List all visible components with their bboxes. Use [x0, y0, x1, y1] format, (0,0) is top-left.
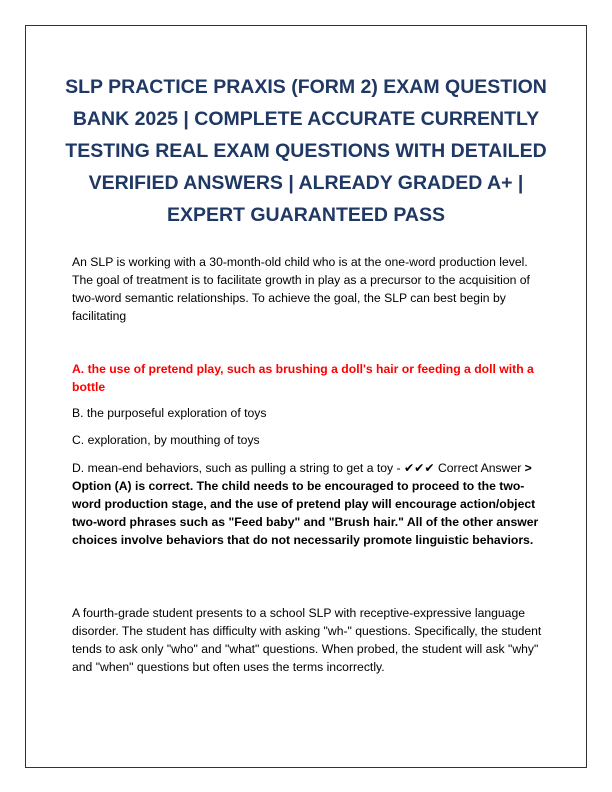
question-1-option-c: C. exploration, by mouthing of toys	[72, 433, 260, 447]
question-1-stem: An SLP is working with a 30-month-old child who is at the one-word production level. The goal of treatment is to facilitate growth in play as a precursor to the acquisition of two-word semantic relationships. To achieve the goal, the SLP can best begin by facilitating	[72, 255, 530, 323]
document-title: SLP PRACTICE PRAXIS (FORM 2) EXAM QUESTION BANK 2025 | COMPLETE ACCURATE CURRENTLY TESTING REAL EXAM QUESTIONS WITH DETAILED VERIFIED ANSWERS | ALREADY GRADED A+ | EXPERT GUARANTEED PASS	[65, 76, 547, 226]
question-1-option-d-with-answer	[72, 459, 544, 549]
question-1-option-b: B. the purposeful exploration of toys	[72, 406, 267, 420]
question-2-stem: A fourth-grade student presents to a school SLP with receptive-expressive language disorder. The student has difficulty with asking "wh-" questions. Specifically, the student tends to ask only "who" and "what" questions. When probed, the student will ask "why" and "when" questions but often uses the terms incorrectly.	[72, 606, 542, 674]
question-1-option-a-correct: A. the use of pretend play, such as brushing a doll's hair or feeding a doll with a bottle	[72, 362, 534, 394]
question-1-explanation: > Option (A) is correct. The child needs to be encouraged to proceed to the two-word production stage, and the use of pretend play will encourage action/object two-word phrases such as "Feed baby" and "Brush hair." All of the other answer choices involve behaviors that do not necessarily promote linguistic behaviors.	[72, 461, 539, 547]
question-1-option-d-text: D. mean-end behaviors, such as pulling a string to get a toy - ✔✔✔ Correct Answer	[72, 461, 522, 475]
